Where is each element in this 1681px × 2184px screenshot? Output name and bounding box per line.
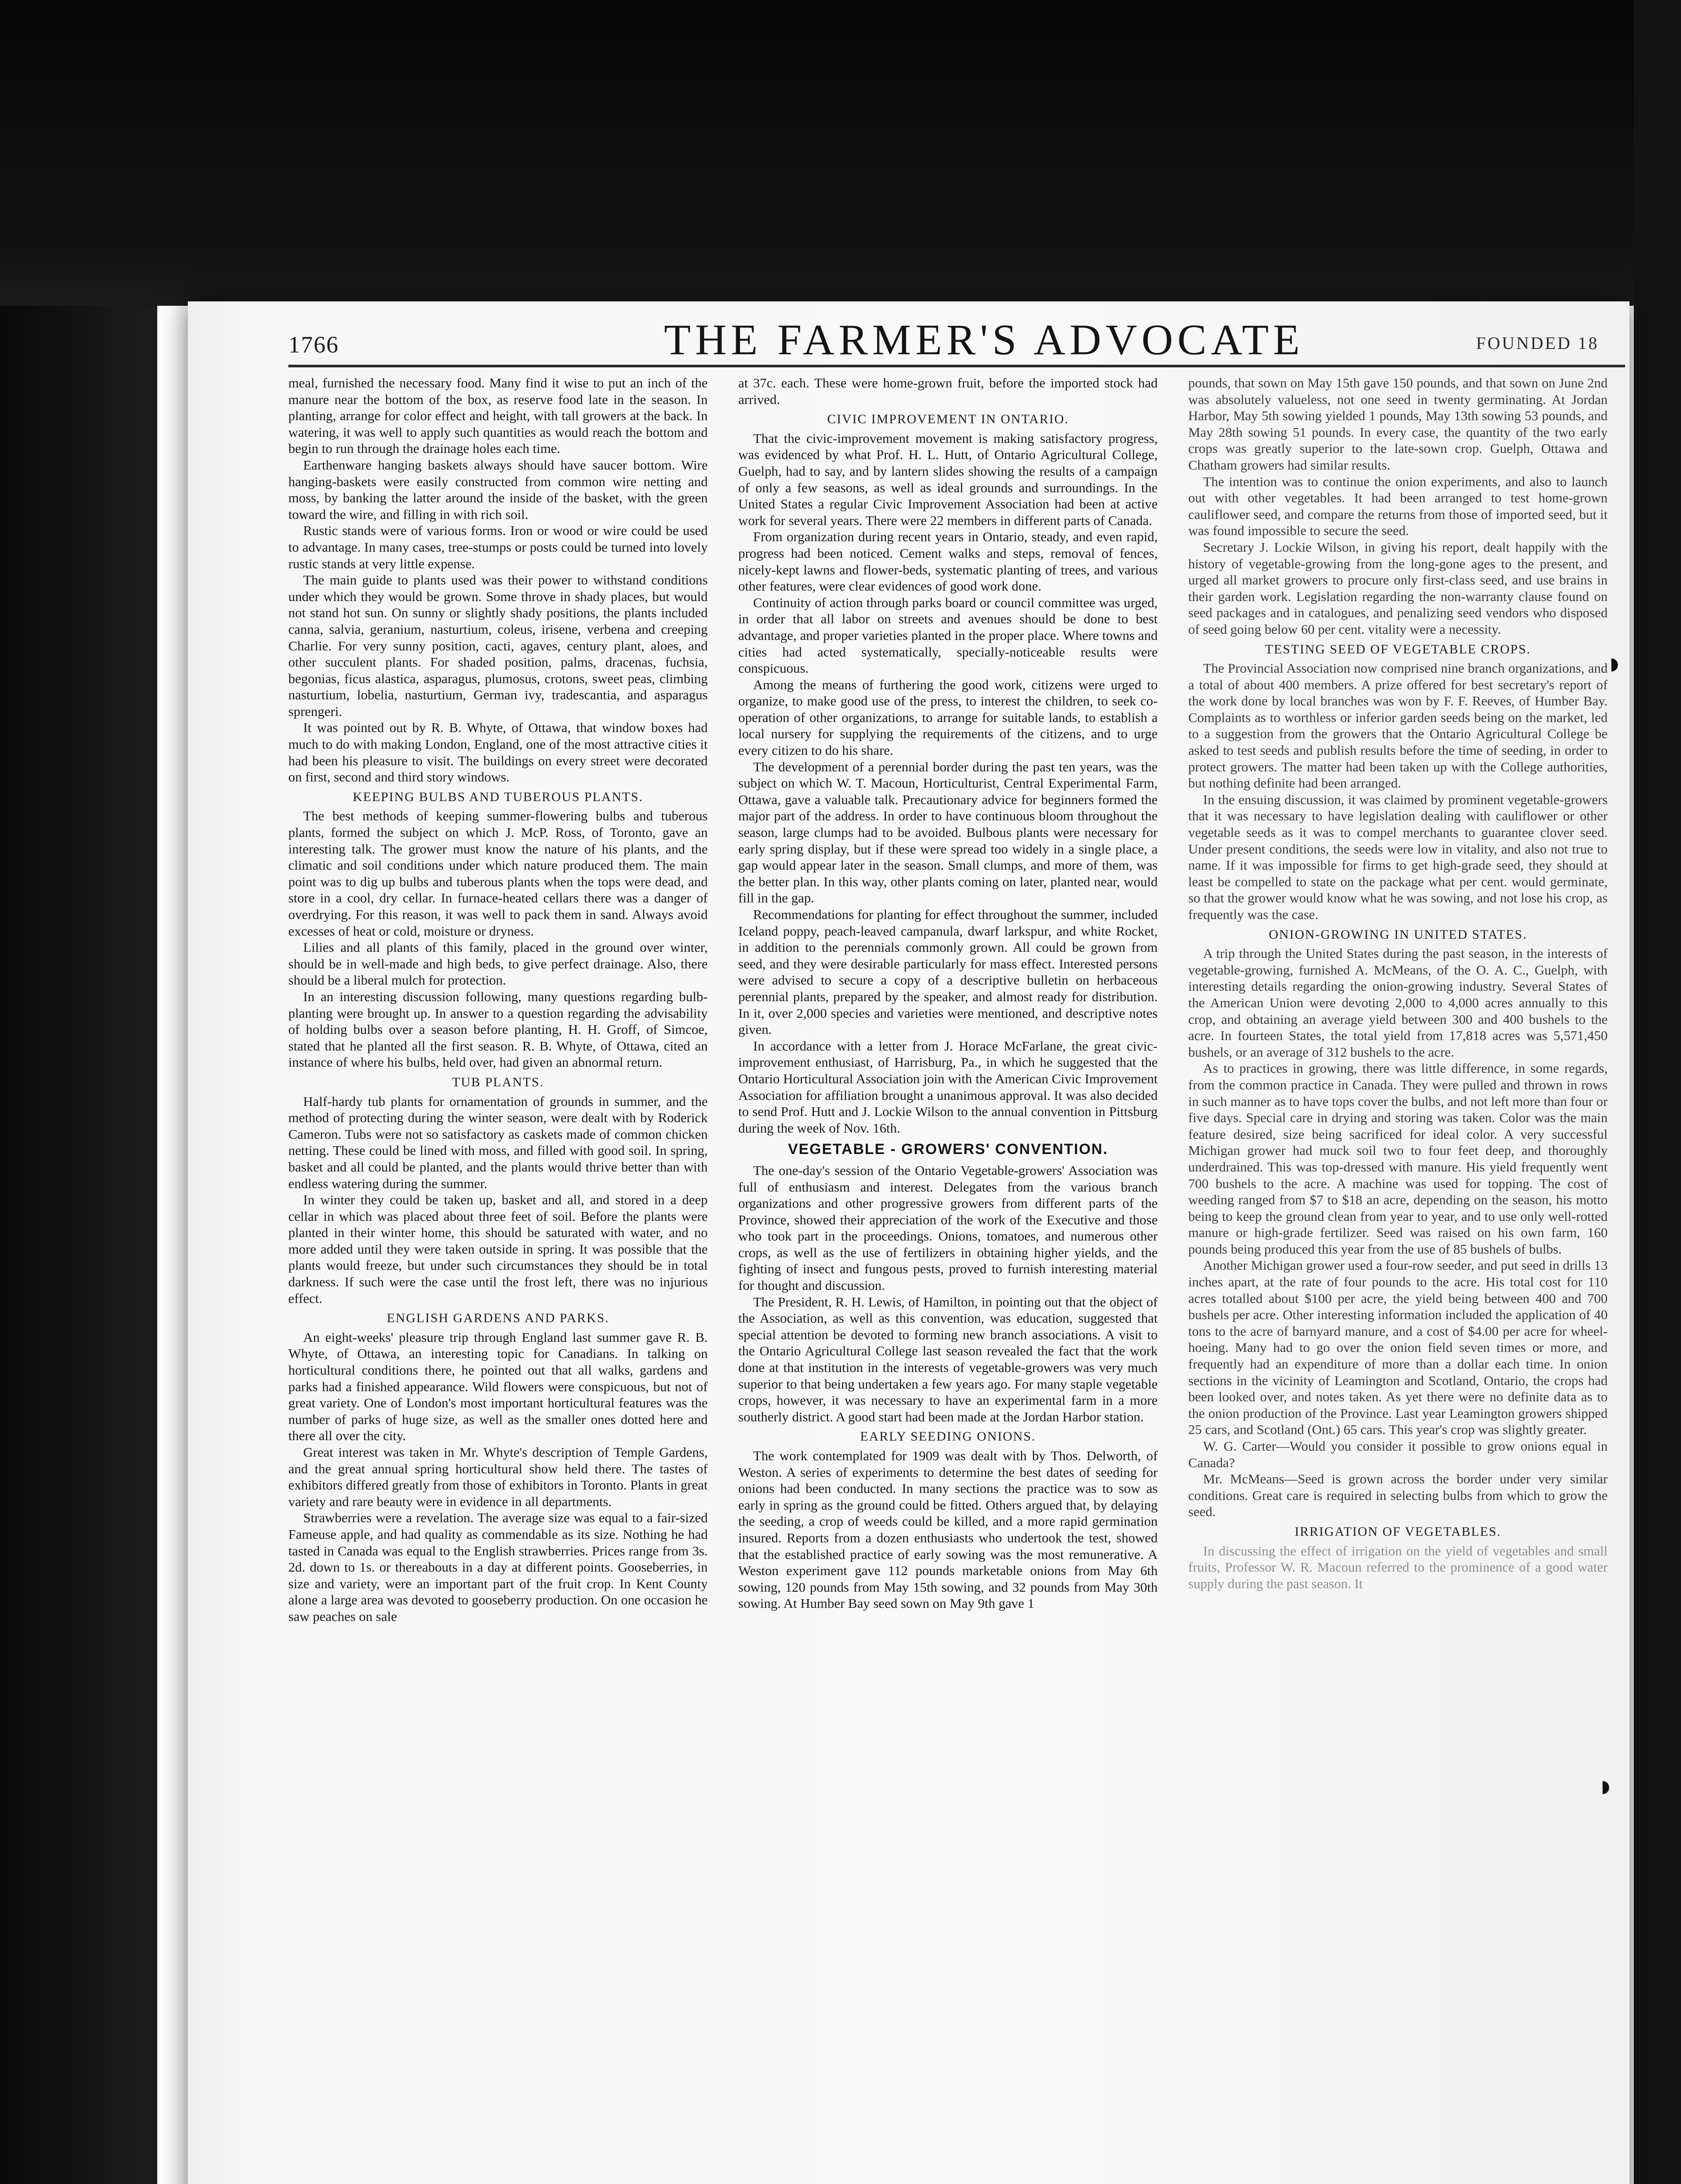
article-paragraph: In the ensuing discussion, it was claimed by prominent vegetable-growers that it was necessary to have legislation dealing with cauliflower or other vegetable seeds as it was to compel merchants to guarantee clover seed. Under present conditions, the seeds were low in vitality, and also not true to name. If it was impossible for firms to get high-grade seed, they should at least be compelled to state on the package what per cent. would germinate, so that the grower would know what he was sowing, and not lose his crop, as frequently was the case. [1188, 791, 1608, 922]
article-paragraph: Great interest was taken in Mr. Whyte's description of Temple Gardens, and the great annual spring horticultural show held there. The tastes of exhibitors differed greatly from those of exhibitors in Toronto. Plants in great variety and rare beauty were in evidence in all departments. [288, 1444, 708, 1509]
article-paragraph: In accordance with a letter from J. Horace McFarlane, the great civic-improvement enthusiast, of Harrisburg, Pa., in which he suggested that the Ontario Horticultural Association join with the American Civic Improvement Association for affiliation brought a unanimous approval. It was also decided to send Prof. Hutt and J. Lockie Wilson to the annual convention in Pittsburg during the week of Nov. 16th. [738, 1038, 1158, 1136]
section-heading: TUB PLANTS. [452, 1075, 544, 1089]
scan-border-right [1634, 0, 1681, 2184]
scan-border-left [0, 0, 157, 2184]
article-paragraph: Recommendations for planting for effect throughout the summer, included Iceland poppy, peach-leaved campanula, dwarf larkspur, and white Rocket, in addition to the perennials commonly grown. All could be grown from seed, and they were desirable particularly for mass effect. Interested persons were advised to secure a copy of a descriptive bulletin on herbaceous perennial plants, prepared by the speaker, and almost ready for distribution. In it, over 2,000 species and varieties were mentioned, and descriptive notes given. [738, 907, 1158, 1037]
article-paragraph: Mr. McMeans—Seed is grown across the border under very similar conditions. Great care is required in selecting bulbs from which to grow the seed. [1188, 1471, 1608, 1520]
article-paragraph: A trip through the United States during the past season, in the interests of vegetable-growing, furnished A. McMeans, of the O. A. C., Guelph, with interesting details regarding the onion-growing industry. Several States of the American Union were devoting 2,000 to 4,000 acres annually to this crop, and obtaining an average yield between 300 and 400 bushels to the acre. In fourteen States, the total yield from 17,818 acres was 5,571,450 bushels, or an average of 312 bushels to the acre. [1188, 946, 1608, 1060]
section-heading: TESTING SEED OF VEGETABLE CROPS. [1265, 642, 1531, 657]
article-paragraph: In discussing the effect of irrigation on the yield of vegetables and small fruits, Professor W. R. Macoun referred to the prominence of a good water supply during the past season. It [1188, 1543, 1608, 1591]
article-paragraph: Earthenware hanging baskets always should have saucer bottom. Wire hanging-baskets were easily constructed from common wire netting and moss, by banking the latter around the inside of the basket, with the green toward the wire, and filling in with rich soil. [288, 457, 708, 522]
article-paragraph: The main guide to plants used was their power to withstand conditions under which they would be grown. Some throve in shady places, but would not stand hot sun. On sunny or slightly shady positions, the plants included canna, salvia, geranium, nasturtium, coleus, irisene, verbena and creeping Charlie. For very sunny position, cacti, agaves, century plant, aloes, and other succulent plants. For shaded position, palms, dracenas, fuchsia, begonias, ficus alastica, asparagus, plumosus, crotons, sweet peas, climbing nasturtium, lobelia, nasturtium, German ivy, tradescantia, and asparagus sprengeri. [288, 572, 708, 719]
header-rule [288, 365, 1625, 367]
binding-hole-icon: ◗ [1605, 647, 1624, 681]
section-heading: ENGLISH GARDENS AND PARKS. [387, 1311, 609, 1326]
article-paragraph: From organization during recent years in Ontario, steady, and even rapid, progress had been noticed. Cement walks and steps, removal of fences, nicely-kept lawns and flower-beds, systematic planting of trees, and various other features, were clear evidences of good work done. [738, 529, 1158, 594]
binding-hole-icon: ◗ [1597, 1769, 1615, 1803]
article-paragraph: Among the means of furthering the good work, citizens were urged to organize, to make good use of the press, to interest the children, to seek co-operation of other organizations, to arrange for suitable lands, to establish a local nursery for supplying the requirements of the citizens, and to urge every citizen to do his share. [738, 677, 1158, 758]
section-heading: KEEPING BULBS AND TUBEROUS PLANTS. [353, 789, 643, 804]
article-paragraph: The Provincial Association now comprised nine branch organizations, and a total of about 400 members. A prize offered for best secretary's report of the work done by local branches was won by F. F. Reeves, of Humber Bay. Complaints as to worthless or inferior garden seeds being on the market, led to a suggestion from the growers that the Ontario Agricultural College be asked to test seeds and publish results before the time of seeding, in order to protect growers. The matter had been taken up with the College authorities, but nothing definite had been arranged. [1188, 660, 1608, 791]
article-paragraph: An eight-weeks' pleasure trip through England last summer gave R. B. Whyte, of Ottawa, an interesting topic for Canadians. In talking on horticultural conditions there, he pointed out that all walks, gardens and parks had a finished appearance. Wild flowers were conspicuous, but not of great variety. One of London's most important horticultural features was the number of parks of huge size, as well as the smaller ones dotted here and there all over the city. [288, 1329, 708, 1444]
article-paragraph: at 37c. each. These were home-grown fruit, before the imported stock had arrived. [738, 375, 1158, 407]
article-paragraph: In winter they could be taken up, basket and all, and stored in a deep cellar in which was placed about three feet of soil. Before the plants were planted in their winter home, this should be saturated with water, and no more added until they were taken outside in spring. It was possible that the plants would freeze, but under such circumstances they should be in total darkness. If such were the case until the frost left, there was no injurious effect. [288, 1192, 708, 1306]
newspaper-page [188, 301, 1629, 2184]
page-number: 1766 [288, 332, 339, 358]
article-paragraph: Secretary J. Lockie Wilson, in giving his report, dealt happily with the history of vegetable-growing from the long-gone ages to the present, and urged all market growers to procure only first-class seed, and use brains in their garden work. Legislation regarding the non-warranty clause found on seed packages and in catalogues, and penalizing seed vendors who disposed of seed going below 60 per cent. vitality were a necessity. [1188, 539, 1608, 637]
text-column-3 [1188, 375, 1608, 2184]
article-paragraph: The intention was to continue the onion experiments, and also to launch out with other vegetables. It had been arranged to test home-grown cauliflower seed, and compare the returns from those of imported seed, but it was found impossible to secure the seed. [1188, 473, 1608, 539]
text-column-1 [288, 375, 708, 2184]
section-heading: IRRIGATION OF VEGETABLES. [1294, 1524, 1501, 1539]
article-paragraph: In an interesting discussion following, many questions regarding bulb-planting were brought up. In answer to a question regarding the advisability of holding bulbs over a season before planting, H. H. Groff, of Simcoe, stated that he planted all the first season. R. B. Whyte, of Ottawa, cited an instance of where his bulbs, held over, had given an abnormal return. [288, 988, 708, 1070]
article-paragraph: The development of a perennial border during the past ten years, was the subject on which W. T. Macoun, Horticulturist, Central Experimental Farm, Ottawa, gave a valuable talk. Precautionary advice for beginners formed the major part of the address. In order to have continuous bloom throughout the season, large clumps had to be avoided. Bulbous plants were necessary for early spring display, but if these were spread too widely in a single place, a gap would appear later in the season. Small clumps, and more of them, was the better plan. In this way, other plants coming on later, planted near, would fill in the gap. [738, 759, 1158, 906]
article-paragraph: The best methods of keeping summer-flowering bulbs and tuberous plants, formed the subject on which J. McP. Ross, of Toronto, gave an interesting talk. The grower must know the nature of his plants, and the climatic and soil conditions under which nature produced them. The main point was to dig up bulbs and tuberous plants when the tops were dead, and store in a cool, dry cellar. In furnace-heated cellars there was a danger of overdrying. For this reason, it was well to pack them in sand. Always avoid excesses of heat or cold, moisture or dryness. [288, 808, 708, 939]
article-paragraph: meal, furnished the necessary food. Many find it wise to put an inch of the manure near the bottom of the box, as reserve food late in the season. In planting, arrange for color effect and height, with tall growers at the back. In watering, it was well to apply such quantities as would reach the bottom and begin to run through the drainage holes each time. [288, 375, 708, 456]
section-heading: CIVIC IMPROVEMENT IN ONTARIO. [827, 412, 1069, 427]
section-heading: VEGETABLE - GROWERS' CONVENTION. [788, 1141, 1108, 1158]
article-paragraph: Strawberries were a revelation. The average size was equal to a fair-sized Fameuse apple, and had quality as commendable as its size. Nothing he had tasted in Canada was equal to the English strawberries. Prices range from 3s. 2d. down to 1s. or thereabouts in a day at different points. Gooseberries, in size and variety, were an important part of the fruit crop. In Kent County alone a large area was devoted to gooseberry production. On one occasion he saw peaches on sale [288, 1510, 708, 1624]
founded-label: FOUNDED 18 [1476, 333, 1599, 353]
article-paragraph: Half-hardy tub plants for ornamentation of grounds in summer, and the method of protecting during the winter season, were dealt with by Roderick Cameron. Tubs were not so satisfactory as caskets made of common chicken netting. These could be lined with moss, and filled with good soil. In spring, basket and all could be planted, and the plants would thrive better than with endless watering during the summer. [288, 1093, 708, 1191]
article-paragraph: Lilies and all plants of this family, placed in the ground over winter, should be in well-made and high beds, to give perfect drainage. Also, there should be a liberal mulch for protection. [288, 940, 708, 988]
article-paragraph: That the civic-improvement movement is making satisfactory progress, was evidenced by what Prof. H. L. Hutt, of Ontario Agricultural College, Guelph, had to say, and by lantern slides showing the results of a campaign of only a few seasons, as well as ideal grounds and surroundings. In the United States a regular Civic Improvement Association had been at active work for several years. There were 22 members in different parts of Canada. [738, 430, 1158, 528]
article-paragraph: pounds, that sown on May 15th gave 150 pounds, and that sown on June 2nd was absolutely valueless, not one seed in twenty germinating. At Jordan Harbor, May 5th sowing yielded 1 pounds, May 13th sowing 53 pounds, and May 28th sowing 51 pounds. In every case, the quantity of the two early crops was greatly superior to the late-sown crop. Guelph, Ottawa and Chatham growers had similar results. [1188, 375, 1608, 473]
article-paragraph: The work contemplated for 1909 was dealt with by Thos. Delworth, of Weston. A series of experiments to determine the best dates of seeding for onions had been conducted. In many sections the practice was to sow as early in spring as the ground could be fitted. Others argued that, by delaying the seeding, a crop of weeds could be killed, and a more rapid germination insured. Reports from a dozen enthusiasts who undertook the test, showed that the established practice of early sowing was the most remunerative. A Weston experiment gave 112 pounds marketable onions from May 6th sowing, 120 pounds from May 15th sowing, and 32 pounds from May 30th sowing. At Humber Bay seed sown on May 9th gave 1 [738, 1448, 1158, 1611]
article-paragraph: Another Michigan grower used a four-row seeder, and put seed in drills 13 inches apart, at the rate of four pounds to the acre. His total cost for 110 acres totalled about $100 per acre, the yield being between 400 and 700 bushels per acre. Other interesting information included the application of 40 tons to the acre of barnyard manure, and a cost of $4.00 per acre for wheel-hoeing. Many had to go over the onion field seven times or more, and frequently had an expenditure of more than a dollar each time. In onion sections in the vicinity of Leamington and Scotland, Ontario, the crops had been looked over, and notes taken. As yet there were no definite data as to the onion production of the Province. Last year Leamington growers shipped 25 cars, and Scotland (Ont.) 65 cars. This year's crop was slightly greater. [1188, 1258, 1608, 1438]
section-heading: ONION-GROWING IN UNITED STATES. [1269, 927, 1527, 942]
page-header [288, 314, 1625, 363]
scan-border-top [0, 0, 1681, 306]
article-paragraph: The one-day's session of the Ontario Vegetable-growers' Association was full of enthusiasm and interest. Delegates from the various branch organizations and other progressive growers from different parts of the Province, showed their appreciation of the work of the Executive and those who took part in the proceedings. Onions, tomatoes, and numerous other crops, as well as the use of fertilizers in obtaining higher yields, and the fighting of insect and fungous pests, proved to furnish interesting material for thought and discussion. [738, 1162, 1158, 1293]
article-paragraph: Rustic stands were of various forms. Iron or wood or wire could be used to advantage. In many cases, tree-stumps or posts could be turned into lovely rustic stands at very little expense. [288, 523, 708, 571]
article-paragraph: It was pointed out by R. B. Whyte, of Ottawa, that window boxes had much to do with making London, England, one of the most attractive cities it had been his pleasure to visit. The buildings on every street were decorated on first, second and third story windows. [288, 720, 708, 785]
article-paragraph: Continuity of action through parks board or council committee was urged, in order that all labor on streets and avenues should be done to best advantage, and proper varieties planted in the proper place. Where towns and cities had acted systematically, specially-noticeable results were conspicuous. [738, 594, 1158, 676]
masthead-title: THE FARMER'S ADVOCATE [664, 315, 1304, 364]
article-paragraph: W. G. Carter—Would you consider it possible to grow onions equal in Canada? [1188, 1438, 1608, 1470]
article-paragraph: The President, R. H. Lewis, of Hamilton, in pointing out that the object of the Association, as well as this convention, was education, suggested that special attention be devoted to forming new branch associations. A visit to the Ontario Agricultural College last season revealed the fact that the work done at that institution in the interests of vegetable-growers was very much superior to that being undertaken a few years ago. For many staple vegetable crops, however, it was necessary to have an experimental farm in a more southerly district. A good start had been made at the Jordan Harbor station. [738, 1294, 1158, 1424]
section-heading: EARLY SEEDING ONIONS. [860, 1429, 1036, 1444]
text-column-2 [738, 375, 1158, 2184]
article-paragraph: As to practices in growing, there was little difference, in some regards, from the common practice in Canada. They were pulled and thrown in rows in such manner as to have tops cover the bulbs, and not left more than four or five days. Special care in drying and storing was taken. Color was the main feature desired, size being sacrificed for ideal color. A very successful Michigan grower had muck soil two to four feet deep, and thoroughly underdrained. This was top-dressed with manure. His yield frequently went 700 bushels to the acre. A machine was used for topping. The cost of weeding ranged from $7 to $18 an acre, depending on the season, his motto being to keep the ground clean from year to year, and to use only well-rotted manure or high-grade fertilizer. Seed was raised on his own farm, 160 pounds being produced this year from the use of 85 bushels of bulbs. [1188, 1061, 1608, 1257]
